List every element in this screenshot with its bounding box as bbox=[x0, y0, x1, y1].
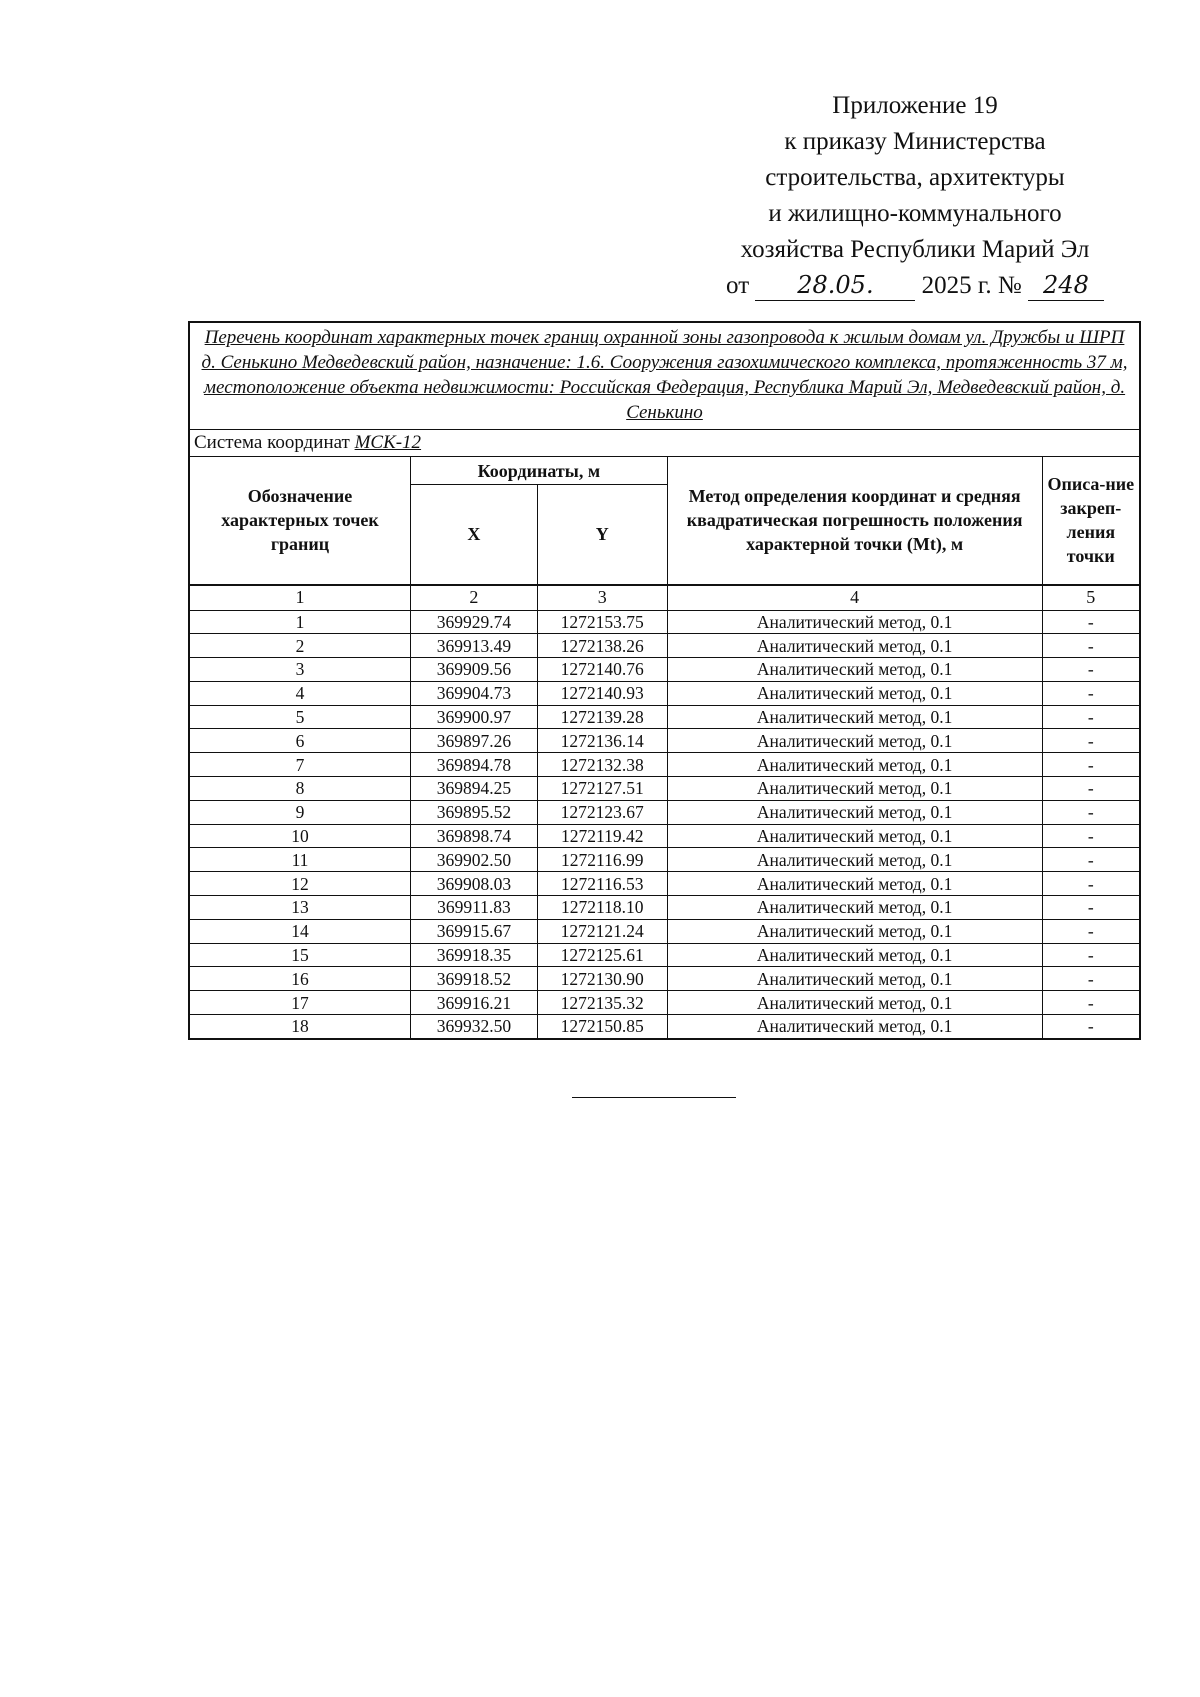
cell-y: 1272140.76 bbox=[537, 658, 667, 682]
cell-point: 6 bbox=[189, 729, 411, 753]
cell-y: 1272138.26 bbox=[537, 634, 667, 658]
cell-description: - bbox=[1042, 943, 1140, 967]
cell-x: 369895.52 bbox=[411, 800, 538, 824]
appendix-title: Приложение 19 bbox=[832, 92, 998, 119]
cell-x: 369929.74 bbox=[411, 610, 538, 634]
table-row bbox=[189, 1015, 1140, 1039]
cell-method: Аналитический метод, 0.1 bbox=[667, 967, 1042, 991]
cell-point: 12 bbox=[189, 872, 411, 896]
cell-description: - bbox=[1042, 705, 1140, 729]
order-reference-line: к приказу Министерства bbox=[784, 128, 1046, 155]
cell-description: - bbox=[1042, 753, 1140, 777]
cell-method: Аналитический метод, 0.1 bbox=[667, 777, 1042, 801]
table-row bbox=[189, 681, 1140, 705]
ministry-name-line-1: строительства, архитектуры bbox=[765, 164, 1065, 191]
cell-method: Аналитический метод, 0.1 bbox=[667, 848, 1042, 872]
cell-method: Аналитический метод, 0.1 bbox=[667, 919, 1042, 943]
cell-method: Аналитический метод, 0.1 bbox=[667, 943, 1042, 967]
table-row bbox=[189, 610, 1140, 634]
cell-method: Аналитический метод, 0.1 bbox=[667, 872, 1042, 896]
cell-x: 369908.03 bbox=[411, 872, 538, 896]
cell-description: - bbox=[1042, 610, 1140, 634]
table-row bbox=[189, 658, 1140, 682]
cell-y: 1272116.99 bbox=[537, 848, 667, 872]
cell-method: Аналитический метод, 0.1 bbox=[667, 800, 1042, 824]
table-row bbox=[189, 824, 1140, 848]
cell-description: - bbox=[1042, 634, 1140, 658]
cell-y: 1272123.67 bbox=[537, 800, 667, 824]
cell-point: 11 bbox=[189, 848, 411, 872]
header-coordinates: Координаты, м bbox=[411, 457, 668, 485]
cell-description: - bbox=[1042, 919, 1140, 943]
column-number: 3 bbox=[537, 585, 667, 611]
cell-x: 369918.52 bbox=[411, 967, 538, 991]
cell-description: - bbox=[1042, 800, 1140, 824]
cell-description: - bbox=[1042, 848, 1140, 872]
column-number: 1 bbox=[189, 585, 411, 611]
cell-point: 2 bbox=[189, 634, 411, 658]
header-description: Описа-ние закреп-ления точки bbox=[1042, 457, 1140, 585]
cell-x: 369909.56 bbox=[411, 658, 538, 682]
coordinates-table bbox=[188, 321, 1141, 1040]
cell-y: 1272150.85 bbox=[537, 1015, 667, 1039]
table-body bbox=[189, 610, 1140, 1039]
cell-y: 1272135.32 bbox=[537, 991, 667, 1015]
cell-point: 10 bbox=[189, 824, 411, 848]
table-row bbox=[189, 753, 1140, 777]
cell-point: 7 bbox=[189, 753, 411, 777]
year-number-label: 2025 г. № bbox=[921, 272, 1022, 299]
cell-point: 4 bbox=[189, 681, 411, 705]
cell-x: 369913.49 bbox=[411, 634, 538, 658]
cell-x: 369932.50 bbox=[411, 1015, 538, 1039]
table-row bbox=[189, 705, 1140, 729]
cell-point: 18 bbox=[189, 1015, 411, 1039]
cell-y: 1272118.10 bbox=[537, 896, 667, 920]
order-date-number-line bbox=[690, 268, 1140, 304]
cell-y: 1272130.90 bbox=[537, 967, 667, 991]
cell-y: 1272125.61 bbox=[537, 943, 667, 967]
cell-y: 1272132.38 bbox=[537, 753, 667, 777]
cell-description: - bbox=[1042, 729, 1140, 753]
cell-x: 369916.21 bbox=[411, 991, 538, 1015]
cell-point: 15 bbox=[189, 943, 411, 967]
cell-description: - bbox=[1042, 681, 1140, 705]
coordinate-system-name: МСК-12 bbox=[354, 432, 422, 453]
cell-point: 14 bbox=[189, 919, 411, 943]
table-row bbox=[189, 943, 1140, 967]
table-row bbox=[189, 800, 1140, 824]
cell-x: 369915.67 bbox=[411, 919, 538, 943]
cell-method: Аналитический метод, 0.1 bbox=[667, 753, 1042, 777]
header-method: Метод определения координат и средняя квадратическая погрешность положения характерной точки (Mt), м bbox=[667, 457, 1042, 585]
cell-y: 1272153.75 bbox=[537, 610, 667, 634]
cell-y: 1272121.24 bbox=[537, 919, 667, 943]
table-row bbox=[189, 967, 1140, 991]
table-row bbox=[189, 991, 1140, 1015]
cell-description: - bbox=[1042, 777, 1140, 801]
cell-y: 1272139.28 bbox=[537, 705, 667, 729]
cell-point: 5 bbox=[189, 705, 411, 729]
cell-method: Аналитический метод, 0.1 bbox=[667, 658, 1042, 682]
cell-method: Аналитический метод, 0.1 bbox=[667, 991, 1042, 1015]
cell-x: 369902.50 bbox=[411, 848, 538, 872]
column-number: 2 bbox=[411, 585, 538, 611]
order-number-handwritten: 248 bbox=[1028, 270, 1104, 301]
cell-method: Аналитический метод, 0.1 bbox=[667, 1015, 1042, 1039]
coordinate-system-label: Система координат bbox=[194, 432, 350, 453]
table-row bbox=[189, 896, 1140, 920]
cell-method: Аналитический метод, 0.1 bbox=[667, 681, 1042, 705]
coordinate-system-row bbox=[189, 430, 1140, 457]
table-row bbox=[189, 919, 1140, 943]
column-number: 5 bbox=[1042, 585, 1140, 611]
cell-point: 16 bbox=[189, 967, 411, 991]
cell-point: 9 bbox=[189, 800, 411, 824]
cell-point: 8 bbox=[189, 777, 411, 801]
cell-method: Аналитический метод, 0.1 bbox=[667, 896, 1042, 920]
header-x: X bbox=[411, 485, 538, 585]
cell-x: 369904.73 bbox=[411, 681, 538, 705]
cell-point: 17 bbox=[189, 991, 411, 1015]
cell-x: 369900.97 bbox=[411, 705, 538, 729]
cell-description: - bbox=[1042, 872, 1140, 896]
ministry-name-line-3: хозяйства Республики Марий Эл bbox=[740, 236, 1090, 263]
cell-description: - bbox=[1042, 967, 1140, 991]
table-row bbox=[189, 872, 1140, 896]
cell-x: 369894.78 bbox=[411, 753, 538, 777]
column-number-row bbox=[189, 585, 1140, 611]
end-divider-line bbox=[572, 1097, 736, 1098]
cell-y: 1272136.14 bbox=[537, 729, 667, 753]
cell-point: 3 bbox=[189, 658, 411, 682]
table-row bbox=[189, 634, 1140, 658]
table-row bbox=[189, 729, 1140, 753]
cell-y: 1272127.51 bbox=[537, 777, 667, 801]
header-y: Y bbox=[537, 485, 667, 585]
cell-x: 369897.26 bbox=[411, 729, 538, 753]
table-row bbox=[189, 848, 1140, 872]
cell-description: - bbox=[1042, 896, 1140, 920]
cell-point: 1 bbox=[189, 610, 411, 634]
cell-point: 13 bbox=[189, 896, 411, 920]
cell-x: 369911.83 bbox=[411, 896, 538, 920]
cell-y: 1272140.93 bbox=[537, 681, 667, 705]
header-point: Обозначение характерных точек границ bbox=[189, 457, 411, 585]
cell-method: Аналитический метод, 0.1 bbox=[667, 705, 1042, 729]
cell-method: Аналитический метод, 0.1 bbox=[667, 610, 1042, 634]
table-title: Перечень координат характерных точек границ охранной зоны газопровода к жилым домам ул. Дружбы и ШРП д. Сенькино Медведевский район, назначение: 1.6. Сооружения газохимического комплекса, протяженность 37 м, местоположение объекта недвижимости: Российская Федерация, Республика Марий Эл, Медведевский район, д. Сенькино bbox=[189, 322, 1140, 430]
cell-x: 369898.74 bbox=[411, 824, 538, 848]
table-row bbox=[189, 777, 1140, 801]
cell-description: - bbox=[1042, 824, 1140, 848]
cell-y: 1272116.53 bbox=[537, 872, 667, 896]
cell-description: - bbox=[1042, 991, 1140, 1015]
column-number: 4 bbox=[667, 585, 1042, 611]
cell-description: - bbox=[1042, 1015, 1140, 1039]
cell-y: 1272119.42 bbox=[537, 824, 667, 848]
cell-method: Аналитический метод, 0.1 bbox=[667, 729, 1042, 753]
order-date-handwritten: 28.05. bbox=[755, 270, 915, 301]
from-label: от bbox=[726, 272, 750, 299]
cell-description: - bbox=[1042, 658, 1140, 682]
cell-method: Аналитический метод, 0.1 bbox=[667, 824, 1042, 848]
cell-method: Аналитический метод, 0.1 bbox=[667, 634, 1042, 658]
approval-block bbox=[690, 88, 1140, 304]
cell-x: 369894.25 bbox=[411, 777, 538, 801]
cell-x: 369918.35 bbox=[411, 943, 538, 967]
ministry-name-line-2: и жилищно-коммунального bbox=[768, 200, 1062, 227]
